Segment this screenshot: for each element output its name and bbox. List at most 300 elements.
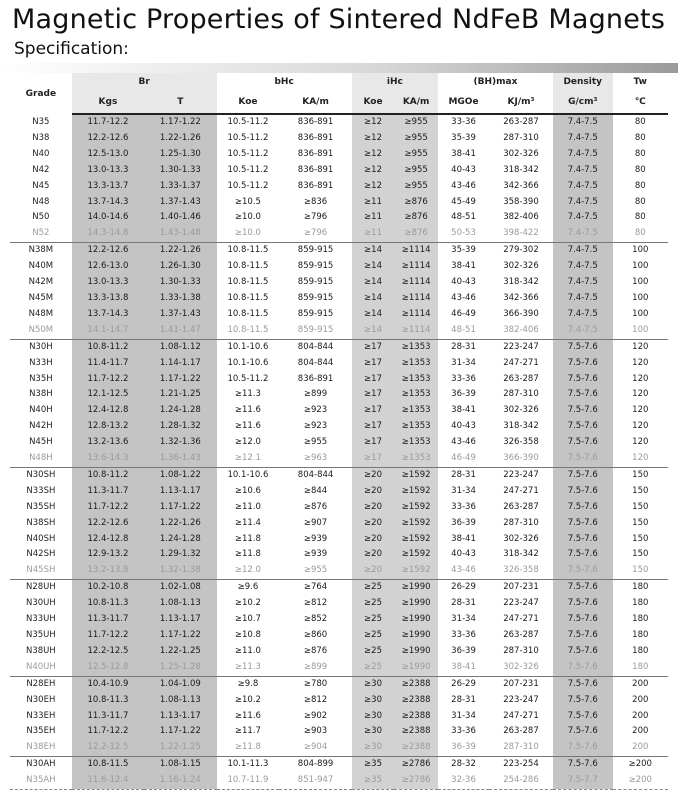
cell-ihc-koe: ≥12 <box>352 114 395 131</box>
table-row <box>10 628 668 644</box>
cell-grade: N40 <box>32 148 50 159</box>
cell-br-kgs: 12.4-12.8 <box>72 403 144 419</box>
cell-bhc-kam: ≥903 <box>303 726 328 737</box>
table-row <box>10 291 668 307</box>
cell-density: 7.5-7.6 <box>553 372 613 388</box>
cell-ihc-kam: ≥1592 <box>394 467 438 483</box>
cell-bhmax-mgoe: 43-46 <box>451 180 476 191</box>
cell-bhmax-mgoe: 46-49 <box>451 308 476 319</box>
cell-br-t: 1.29-1.32 <box>144 547 216 563</box>
cell-bhc-kam: 804-899 <box>279 757 351 773</box>
cell-br-t: 1.22-1.25 <box>144 740 216 756</box>
table-row <box>10 275 668 291</box>
cell-grade: N33SH <box>26 485 56 496</box>
cell-bhmax-kjm3: 358-390 <box>503 196 539 207</box>
cell-bhmax-mgoe: 31-34 <box>451 357 476 368</box>
cell-ihc-koe: ≥17 <box>352 387 395 403</box>
cell-tw: 200 <box>632 726 649 737</box>
cell-density: 7.4-7.5 <box>553 275 613 291</box>
cell-ihc-koe: ≥25 <box>352 612 395 628</box>
cell-bhc-kam: ≥899 <box>303 389 328 400</box>
cell-br-t: 1.08-1.22 <box>144 467 216 483</box>
cell-br-kgs: 14.1-14.7 <box>72 323 144 339</box>
cell-br-t: 1.04-1.09 <box>144 676 216 692</box>
cell-ihc-koe: ≥14 <box>352 259 395 275</box>
cell-bhmax-mgoe: 35-39 <box>438 243 489 259</box>
cell-bhmax-mgoe: 33-36 <box>451 501 476 512</box>
cell-ihc-koe: ≥12 <box>352 163 395 179</box>
cell-br-kgs: 12.1-12.5 <box>72 387 144 403</box>
cell-br-t: 1.17-1.22 <box>144 372 216 388</box>
cell-density: 7.5-7.6 <box>553 356 613 372</box>
cell-br-t: 1.17-1.22 <box>144 724 216 740</box>
header-density: Density <box>553 73 613 91</box>
cell-bhc-kam: 836-891 <box>297 117 334 127</box>
cell-density: 7.5-7.6 <box>553 403 613 419</box>
cell-br-t: 1.30-1.33 <box>144 275 216 291</box>
cell-density: 7.5-7.6 <box>553 740 613 756</box>
cell-tw: 80 <box>634 132 646 143</box>
table-row <box>10 467 668 483</box>
cell-ihc-kam: ≥955 <box>394 147 438 163</box>
cell-bhc-koe: 10.8-11.5 <box>217 243 280 259</box>
unit-temp: ℃ <box>613 91 668 114</box>
cell-density: 7.5-7.6 <box>553 387 613 403</box>
cell-bhmax-mgoe: 28-31 <box>451 694 476 705</box>
cell-bhc-kam: 804-844 <box>279 339 351 355</box>
cell-bhc-kam: ≥812 <box>303 598 328 609</box>
page-subtitle: Specification: <box>14 39 129 59</box>
cell-ihc-koe: ≥17 <box>352 356 395 372</box>
cell-bhc-kam: 859-915 <box>297 292 334 303</box>
unit-t: T <box>144 91 216 114</box>
cell-bhc-kam: 859-915 <box>297 277 334 288</box>
table-row <box>10 259 668 275</box>
cell-br-t: 1.43-1.48 <box>144 226 216 242</box>
cell-grade: N38UH <box>25 645 56 656</box>
cell-bhc-kam: 859-915 <box>279 243 351 259</box>
cell-br-t: 1.08-1.13 <box>144 693 216 709</box>
cell-density: 7.4-7.5 <box>553 323 613 339</box>
cell-br-t: 1.22-1.26 <box>144 131 216 147</box>
cell-br-t: 1.13-1.17 <box>144 612 216 628</box>
cell-bhc-koe: ≥10.8 <box>234 630 261 640</box>
cell-grade: N40UH <box>10 660 72 676</box>
header-tw: Tw <box>613 73 668 91</box>
cell-bhmax-mgoe: 31-34 <box>451 485 476 496</box>
cell-grade: N42H <box>29 421 53 432</box>
table-row <box>10 563 668 579</box>
cell-br-kgs: 13.3-13.8 <box>72 291 144 307</box>
cell-grade: N45M <box>28 292 54 303</box>
cell-ihc-kam: ≥1353 <box>394 403 438 419</box>
cell-grade: N48H <box>10 451 72 467</box>
cell-grade: N35 <box>32 116 50 127</box>
cell-bhmax-kjm3: 247-271 <box>503 357 539 368</box>
cell-bhmax-mgoe: 28-31 <box>438 467 489 483</box>
cell-grade: N30AH <box>10 757 72 773</box>
cell-tw: 80 <box>634 180 646 191</box>
cell-bhmax-kjm3: 318-342 <box>503 164 539 175</box>
cell-ihc-koe: ≥14 <box>352 307 395 323</box>
table-row <box>10 243 668 259</box>
page-title: Magnetic Properties of Sintered NdFeB Magnets <box>12 4 666 35</box>
table-row <box>10 387 668 403</box>
cell-density: 7.5-7.6 <box>553 435 613 451</box>
cell-grade: N40H <box>29 405 53 416</box>
cell-density: 7.5-7.6 <box>553 757 613 773</box>
cell-bhmax-mgoe: 46-49 <box>438 451 489 467</box>
cell-ihc-kam: ≥1353 <box>394 419 438 435</box>
cell-grade: N30H <box>10 339 72 355</box>
cell-bhmax-mgoe: 31-34 <box>451 710 476 721</box>
cell-ihc-kam: ≥2388 <box>394 676 438 692</box>
cell-br-kgs: 11.7-12.2 <box>72 372 144 388</box>
cell-br-t: 1.14-1.17 <box>144 356 216 372</box>
cell-tw: 200 <box>613 676 668 692</box>
cell-bhc-koe: 10.5-11.2 <box>227 373 269 384</box>
cell-ihc-koe: ≥25 <box>352 628 395 644</box>
cell-bhmax-kjm3: 302-326 <box>503 261 539 272</box>
cell-density: 7.5-7.6 <box>553 596 613 612</box>
unit-kjm3: KJ/m³ <box>489 91 553 114</box>
cell-bhmax-mgoe: 38-41 <box>451 533 476 544</box>
cell-br-kgs: 13.7-14.3 <box>72 307 144 323</box>
cell-grade: N33UH <box>25 614 56 625</box>
cell-bhmax-mgoe: 36-39 <box>451 517 476 528</box>
cell-grade: N48 <box>32 196 50 207</box>
cell-tw: 150 <box>632 517 649 528</box>
table-row <box>10 516 668 532</box>
cell-ihc-kam: ≥1990 <box>394 644 438 660</box>
cell-bhc-kam: 836-891 <box>297 373 334 384</box>
cell-ihc-koe: ≥20 <box>352 547 395 563</box>
cell-grade: N38EH <box>10 740 72 756</box>
cell-bhmax-mgoe: 35-39 <box>451 132 476 143</box>
cell-tw: 120 <box>632 421 649 432</box>
cell-ihc-koe: ≥35 <box>352 757 395 773</box>
cell-grade: N38 <box>32 132 50 143</box>
cell-bhc-koe: ≥10.0 <box>217 226 280 242</box>
cell-ihc-koe: ≥35 <box>352 773 395 789</box>
cell-ihc-koe: ≥14 <box>352 323 395 339</box>
cell-ihc-koe: ≥12 <box>352 131 395 147</box>
cell-bhmax-kjm3: 318-342 <box>503 549 539 560</box>
cell-br-t: 1.13-1.17 <box>144 709 216 725</box>
cell-bhc-koe: 10.8-11.5 <box>227 261 269 272</box>
cell-bhc-koe: 10.1-10.6 <box>217 339 280 355</box>
cell-ihc-kam: ≥1990 <box>394 628 438 644</box>
table-row <box>10 724 668 740</box>
cell-density: 7.5-7.6 <box>553 516 613 532</box>
cell-ihc-koe: ≥25 <box>352 596 395 612</box>
table-row <box>10 660 668 676</box>
cell-bhc-kam: 836-891 <box>297 132 334 143</box>
cell-tw: 120 <box>632 437 649 448</box>
cell-ihc-kam: ≥1114 <box>394 291 438 307</box>
cell-br-kgs: 13.3-13.7 <box>72 179 144 195</box>
cell-grade: N48M <box>28 308 54 319</box>
cell-tw: 100 <box>632 292 649 303</box>
cell-br-kgs: 12.2-12.6 <box>72 516 144 532</box>
cell-ihc-kam: ≥1114 <box>394 243 438 259</box>
cell-br-kgs: 11.3-11.7 <box>72 612 144 628</box>
cell-br-t: 1.40-1.46 <box>144 210 216 226</box>
cell-bhc-koe: 10.5-11.2 <box>227 148 269 159</box>
cell-bhc-koe: ≥12.0 <box>234 437 261 448</box>
cell-ihc-kam: ≥1592 <box>394 484 438 500</box>
cell-density: 7.4-7.5 <box>553 226 613 242</box>
table-row <box>10 547 668 563</box>
cell-density: 7.4-7.5 <box>553 114 613 131</box>
cell-br-kgs: 12.5-13.0 <box>72 147 144 163</box>
table-row <box>10 740 668 756</box>
cell-tw: ≥200 <box>613 773 668 789</box>
cell-tw: 80 <box>634 212 646 223</box>
cell-br-kgs: 11.7-12.2 <box>72 114 144 131</box>
cell-br-t: 1.16-1.24 <box>144 773 216 789</box>
cell-bhc-koe: ≥11.0 <box>234 501 261 512</box>
cell-grade: N35SH <box>26 501 56 512</box>
cell-bhc-koe: ≥10.2 <box>234 598 261 609</box>
cell-bhmax-kjm3: 263-287 <box>503 726 539 737</box>
cell-ihc-kam: ≥876 <box>394 195 438 211</box>
cell-ihc-kam: ≥1592 <box>394 532 438 548</box>
cell-tw: 180 <box>632 614 649 625</box>
cell-ihc-kam: ≥2786 <box>394 757 438 773</box>
table-row <box>10 500 668 516</box>
cell-bhc-kam: ≥963 <box>279 451 351 467</box>
table-row <box>10 147 668 163</box>
table-row <box>10 693 668 709</box>
table-row <box>10 131 668 147</box>
cell-density: 7.4-7.5 <box>553 147 613 163</box>
cell-br-kgs: 13.6-14.3 <box>72 451 144 467</box>
cell-ihc-kam: ≥876 <box>394 226 438 242</box>
cell-bhmax-kjm3: 223-254 <box>489 757 553 773</box>
cell-grade: N38M <box>10 243 72 259</box>
cell-bhmax-mgoe: 26-29 <box>438 580 489 596</box>
cell-bhc-koe: ≥11.6 <box>234 710 261 721</box>
cell-density: 7.4-7.5 <box>553 307 613 323</box>
cell-bhmax-mgoe: 40-43 <box>451 549 476 560</box>
cell-density: 7.5-7.6 <box>553 644 613 660</box>
cell-br-t: 1.41-1.47 <box>144 323 216 339</box>
cell-br-kgs: 11.7-12.2 <box>72 628 144 644</box>
cell-density: 7.5-7.6 <box>553 693 613 709</box>
cell-ihc-kam: ≥876 <box>394 210 438 226</box>
cell-grade: N35AH <box>10 773 72 789</box>
table-row <box>10 163 668 179</box>
cell-bhc-koe: ≥11.6 <box>234 405 261 416</box>
cell-ihc-kam: ≥1114 <box>394 323 438 339</box>
cell-br-kgs: 13.0-13.3 <box>72 275 144 291</box>
cell-grade: N30EH <box>26 694 56 705</box>
cell-grade: N52 <box>10 226 72 242</box>
cell-bhmax-kjm3: 342-366 <box>503 180 539 191</box>
header-bhc: bHc <box>217 73 352 91</box>
table-row <box>10 356 668 372</box>
cell-bhc-koe: ≥11.0 <box>234 645 261 656</box>
table-row <box>10 226 668 242</box>
cell-density: 7.4-7.5 <box>553 259 613 275</box>
cell-grade: N35H <box>29 373 53 384</box>
table-row <box>10 532 668 548</box>
table-row <box>10 676 668 692</box>
cell-ihc-koe: ≥20 <box>352 516 395 532</box>
cell-ihc-kam: ≥1353 <box>394 435 438 451</box>
cell-bhmax-kjm3: 223-247 <box>489 467 553 483</box>
cell-br-t: 1.17-1.22 <box>144 628 216 644</box>
cell-tw: 180 <box>613 660 668 676</box>
unit-mgoe: MGOe <box>438 91 489 114</box>
cell-bhmax-kjm3: 326-358 <box>489 563 553 579</box>
cell-grade: N35EH <box>26 726 56 737</box>
cell-bhmax-mgoe: 40-43 <box>451 277 476 288</box>
cell-bhc-kam: ≥955 <box>279 563 351 579</box>
cell-tw: 120 <box>632 389 649 400</box>
cell-grade: N40M <box>28 261 54 272</box>
cell-ihc-kam: ≥1114 <box>394 259 438 275</box>
cell-bhmax-kjm3: 287-310 <box>503 132 539 143</box>
cell-ihc-kam: ≥1990 <box>394 660 438 676</box>
cell-ihc-koe: ≥17 <box>352 451 395 467</box>
cell-density: 7.5-7.6 <box>553 724 613 740</box>
cell-bhmax-kjm3: 263-287 <box>503 501 539 512</box>
cell-br-kgs: 13.2-13.6 <box>72 435 144 451</box>
cell-ihc-koe: ≥30 <box>352 709 395 725</box>
cell-ihc-kam: ≥1990 <box>394 596 438 612</box>
table-row <box>10 709 668 725</box>
cell-br-kgs: 10.8-11.2 <box>72 339 144 355</box>
cell-bhmax-kjm3: 207-231 <box>489 580 553 596</box>
cell-br-t: 1.17-1.22 <box>144 500 216 516</box>
cell-bhc-kam: ≥902 <box>303 710 328 721</box>
cell-bhmax-mgoe: 33-36 <box>451 373 476 384</box>
cell-bhmax-mgoe: 48-51 <box>438 323 489 339</box>
cell-br-kgs: 12.8-13.2 <box>72 419 144 435</box>
cell-br-kgs: 14.3-14.8 <box>72 226 144 242</box>
cell-bhmax-kjm3: 223-247 <box>489 339 553 355</box>
table-row <box>10 580 668 596</box>
cell-ihc-kam: ≥1353 <box>394 356 438 372</box>
cell-bhmax-mgoe: 26-29 <box>438 676 489 692</box>
cell-ihc-koe: ≥25 <box>352 644 395 660</box>
cell-bhc-koe: 10.1-10.6 <box>217 467 280 483</box>
cell-tw: 150 <box>632 485 649 496</box>
cell-br-kgs: 12.2-12.6 <box>72 243 144 259</box>
cell-tw: 180 <box>632 645 649 656</box>
cell-density: 7.5-7.6 <box>553 339 613 355</box>
unit-kam: KA/m <box>279 91 351 114</box>
cell-bhmax-kjm3: 207-231 <box>489 676 553 692</box>
cell-ihc-koe: ≥11 <box>352 210 395 226</box>
cell-br-kgs: 10.4-10.9 <box>72 676 144 692</box>
cell-br-t: 1.37-1.43 <box>144 307 216 323</box>
cell-ihc-koe: ≥20 <box>352 563 395 579</box>
table-row <box>10 195 668 211</box>
cell-br-t: 1.25-1.28 <box>144 660 216 676</box>
table-row <box>10 179 668 195</box>
cell-br-t: 1.32-1.36 <box>144 435 216 451</box>
cell-bhmax-mgoe: 38-41 <box>438 660 489 676</box>
cell-ihc-koe: ≥17 <box>352 339 395 355</box>
cell-tw: 180 <box>632 598 649 609</box>
cell-bhmax-mgoe: 38-41 <box>451 148 476 159</box>
cell-ihc-kam: ≥955 <box>394 179 438 195</box>
cell-density: 7.5-7.6 <box>553 451 613 467</box>
cell-bhmax-kjm3: 279-302 <box>489 243 553 259</box>
cell-bhc-koe: 10.8-11.5 <box>227 277 269 288</box>
cell-ihc-kam: ≥1592 <box>394 516 438 532</box>
cell-ihc-koe: ≥14 <box>352 243 395 259</box>
cell-bhc-kam: 851-947 <box>279 773 351 789</box>
cell-bhc-kam: 804-844 <box>297 357 334 368</box>
cell-bhmax-kjm3: 398-422 <box>489 226 553 242</box>
table-row <box>10 612 668 628</box>
cell-bhc-kam: ≥796 <box>279 226 351 242</box>
cell-bhc-koe: ≥12.1 <box>217 451 280 467</box>
cell-density: 7.5-7.7 <box>553 773 613 789</box>
unit-koe-ihc: Koe <box>352 91 395 114</box>
cell-density: 7.5-7.6 <box>553 660 613 676</box>
cell-bhc-kam: ≥852 <box>303 614 328 625</box>
cell-bhmax-kjm3: 302-326 <box>503 405 539 416</box>
cell-bhmax-mgoe: 33-36 <box>451 117 476 127</box>
cell-ihc-kam: ≥1990 <box>394 612 438 628</box>
cell-br-kgs: 10.2-10.8 <box>72 580 144 596</box>
cell-density: 7.4-7.5 <box>553 210 613 226</box>
cell-bhmax-mgoe: 28-32 <box>438 757 489 773</box>
cell-br-t: 1.28-1.32 <box>144 419 216 435</box>
cell-ihc-koe: ≥30 <box>352 740 395 756</box>
table-body <box>10 114 668 790</box>
cell-tw: ≥200 <box>613 757 668 773</box>
cell-bhc-koe: 10.5-11.2 <box>227 164 269 175</box>
cell-density: 7.5-7.6 <box>553 419 613 435</box>
cell-ihc-koe: ≥20 <box>352 532 395 548</box>
cell-bhc-kam: 859-915 <box>279 323 351 339</box>
cell-br-kgs: 10.8-11.5 <box>72 757 144 773</box>
cell-density: 7.5-7.6 <box>553 532 613 548</box>
cell-bhmax-mgoe: 45-49 <box>451 196 476 207</box>
cell-br-t: 1.08-1.12 <box>144 339 216 355</box>
cell-bhc-koe: ≥11.3 <box>234 389 261 400</box>
unit-kam-ihc: KA/m <box>394 91 438 114</box>
cell-bhmax-kjm3: 263-287 <box>503 373 539 384</box>
table-row <box>10 773 668 789</box>
cell-bhmax-kjm3: 342-366 <box>503 292 539 303</box>
unit-koe: Koe <box>217 91 280 114</box>
cell-br-t: 1.30-1.33 <box>144 163 216 179</box>
cell-ihc-koe: ≥20 <box>352 467 395 483</box>
cell-ihc-kam: ≥1353 <box>394 372 438 388</box>
cell-bhmax-mgoe: 38-41 <box>451 261 476 272</box>
cell-tw: 80 <box>613 226 668 242</box>
table-row <box>10 644 668 660</box>
cell-ihc-kam: ≥2388 <box>394 724 438 740</box>
cell-bhmax-kjm3: 302-326 <box>503 148 539 159</box>
cell-bhmax-mgoe: 28-31 <box>451 598 476 609</box>
cell-bhmax-kjm3: 247-271 <box>503 614 539 625</box>
cell-bhmax-kjm3: 318-342 <box>503 421 539 432</box>
cell-bhmax-mgoe: 43-46 <box>438 563 489 579</box>
cell-density: 7.4-7.5 <box>553 291 613 307</box>
cell-ihc-kam: ≥2388 <box>394 740 438 756</box>
cell-bhmax-kjm3: 302-326 <box>489 660 553 676</box>
cell-bhc-koe: ≥10.0 <box>234 212 261 223</box>
cell-grade: N50M <box>10 323 72 339</box>
